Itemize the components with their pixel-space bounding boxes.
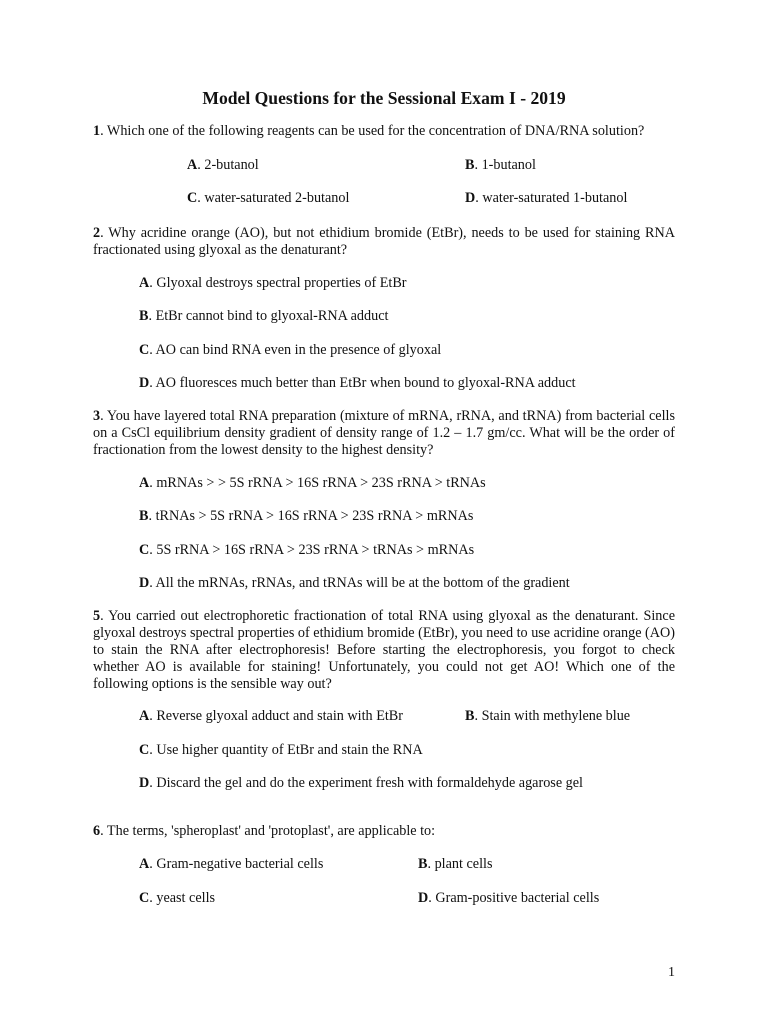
option-letter: A — [187, 157, 198, 173]
option-letter: A — [139, 708, 150, 724]
question-6-option-c — [139, 890, 215, 907]
question-1-option-a — [187, 157, 259, 174]
question-2-option-a — [139, 275, 407, 292]
question-6-option-d — [418, 890, 599, 907]
question-3-option-d — [139, 575, 570, 592]
option-letter: C — [139, 542, 150, 558]
option-text: . mRNAs > > 5S rRNA > 16S rRNA > 23S rRNA > tRNAs — [149, 475, 486, 491]
question-2-stem — [93, 225, 675, 259]
option-text: . water-saturated 2-butanol — [197, 190, 350, 206]
option-letter: C — [139, 742, 150, 758]
question-number: 1 — [93, 123, 101, 139]
option-text: . plant cells — [427, 856, 493, 872]
question-6-option-a — [139, 856, 323, 873]
option-text: . AO can bind RNA even in the presence of glyoxal — [149, 342, 442, 358]
question-1-stem — [93, 123, 675, 140]
question-3-option-c — [139, 542, 474, 559]
option-text: . All the mRNAs, rRNAs, and tRNAs will be at the bottom of the gradient — [149, 575, 570, 591]
question-number: 3 — [93, 408, 101, 424]
option-text: . 5S rRNA > 16S rRNA > 23S rRNA > tRNAs > mRNAs — [149, 542, 475, 558]
question-2-option-b — [139, 308, 388, 325]
question-number: 6 — [93, 823, 101, 839]
option-letter: D — [465, 190, 476, 206]
question-5-option-d — [139, 775, 583, 792]
question-1-option-c — [187, 190, 349, 207]
option-letter: A — [139, 275, 150, 291]
question-text: . You have layered total RNA preparation (mixture of mRNA, rRNA, and tRNA) from bacterial cells on a CsCl equilibrium density gradient of density range of 1.2 – 1.7 gm/cc. What will be the order of fractionation from the lowest density to the highest density? — [93, 408, 675, 458]
option-text: . 2-butanol — [197, 157, 259, 173]
question-5-option-b — [465, 708, 630, 725]
option-letter: B — [139, 508, 149, 524]
option-text: . EtBr cannot bind to glyoxal-RNA adduct — [148, 308, 389, 324]
question-1-option-b — [465, 157, 536, 174]
option-letter: B — [139, 308, 149, 324]
question-text: . Why acridine orange (AO), but not ethidium bromide (EtBr), needs to be used for staining RNA fractionated using glyoxal as the denaturant? — [93, 225, 675, 258]
option-letter: C — [139, 342, 150, 358]
option-text: . Use higher quantity of EtBr and stain the RNA — [149, 742, 423, 758]
option-letter: D — [139, 375, 150, 391]
question-5-option-c — [139, 742, 423, 759]
question-5-stem — [93, 608, 675, 693]
question-6-option-b — [418, 856, 492, 873]
question-number: 2 — [93, 225, 101, 241]
question-5-option-a — [139, 708, 403, 725]
option-text: . Gram-negative bacterial cells — [149, 856, 324, 872]
question-6-stem — [93, 823, 675, 840]
page-title: Model Questions for the Sessional Exam I - 2019 — [202, 88, 566, 108]
page-number: 1 — [668, 965, 675, 980]
question-text: . The terms, 'spheroplast' and 'protoplast', are applicable to: — [100, 823, 436, 839]
option-text: . 1-butanol — [474, 157, 536, 173]
option-text: . Stain with methylene blue — [474, 708, 631, 724]
option-text: . AO fluoresces much better than EtBr when bound to glyoxal-RNA adduct — [149, 375, 576, 391]
option-text: . Reverse glyoxal adduct and stain with EtBr — [149, 708, 403, 724]
question-1-option-d — [465, 190, 627, 207]
option-letter: C — [187, 190, 198, 206]
option-letter: D — [418, 890, 429, 906]
option-letter: D — [139, 575, 150, 591]
option-letter: D — [139, 775, 150, 791]
option-text: . water-saturated 1-butanol — [475, 190, 628, 206]
option-letter: B — [465, 157, 475, 173]
question-3-stem — [93, 408, 675, 459]
option-text: . tRNAs > 5S rRNA > 16S rRNA > 23S rRNA > mRNAs — [148, 508, 474, 524]
question-text: . You carried out electrophoretic fractionation of total RNA using glyoxal as the denaturant. Since glyoxal destroys spectral properties of ethidium bromide (EtBr), you need to use acridine orange (AO) to stain the RNA after electrophoresis! Before starting the electrophoresis, you forgot to check whether AO is available for staining! Unfortunately, you could not get AO! Which one of the following options is the sensible way out? — [93, 608, 675, 692]
question-3-option-b — [139, 508, 473, 525]
option-text: . Discard the gel and do the experiment fresh with formaldehyde agarose gel — [149, 775, 583, 791]
option-letter: A — [139, 475, 150, 491]
option-letter: A — [139, 856, 150, 872]
question-2-option-d — [139, 375, 576, 392]
option-letter: B — [418, 856, 428, 872]
option-text: . Glyoxal destroys spectral properties of EtBr — [149, 275, 407, 291]
question-text: . Which one of the following reagents can be used for the concentration of DNA/RNA solution? — [100, 123, 645, 139]
question-2-option-c — [139, 342, 441, 359]
question-3-option-a — [139, 475, 486, 492]
option-letter: B — [465, 708, 475, 724]
option-text: . Gram-positive bacterial cells — [428, 890, 600, 906]
option-text: . yeast cells — [149, 890, 216, 906]
option-letter: C — [139, 890, 150, 906]
question-number: 5 — [93, 608, 101, 624]
